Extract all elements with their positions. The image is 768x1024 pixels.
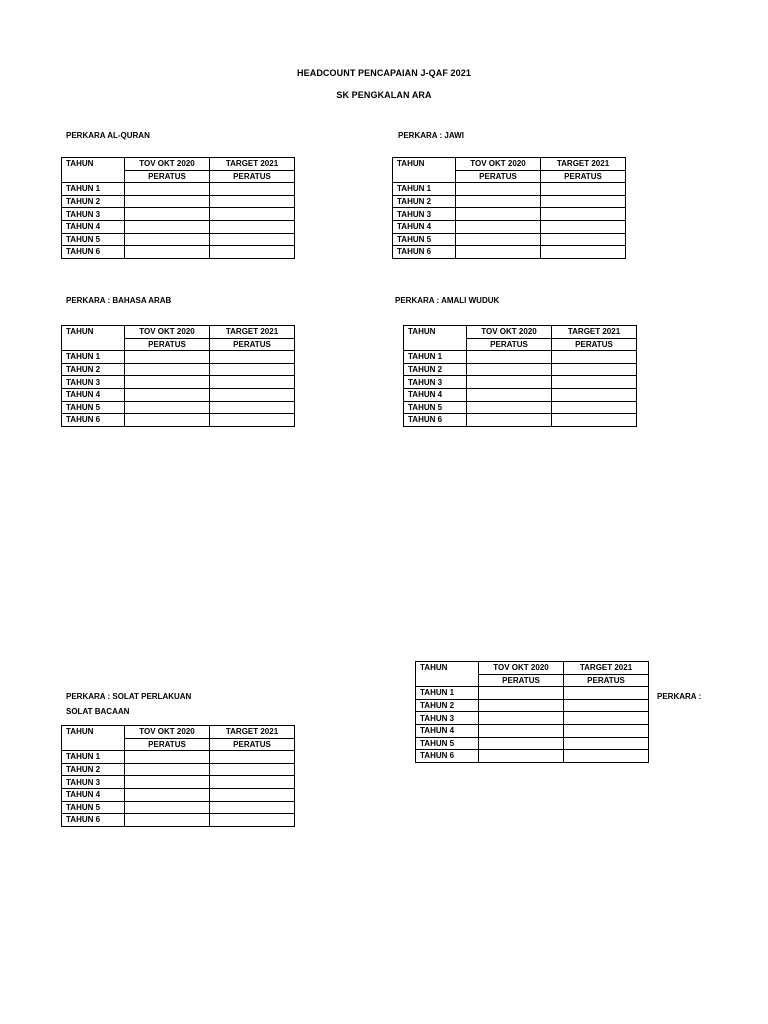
- table-alquran: [61, 157, 295, 259]
- table-row: [62, 388, 295, 401]
- header-tov: TOV OKT 2020: [125, 726, 210, 739]
- header-tov: TOV OKT 2020: [125, 158, 210, 171]
- table-header-row: [62, 726, 295, 739]
- target-cell[interactable]: [210, 220, 295, 233]
- row-label: TAHUN 5: [404, 401, 467, 414]
- row-label: TAHUN 1: [62, 751, 125, 764]
- table-subheader-row: [62, 738, 295, 751]
- row-label: TAHUN 4: [62, 388, 125, 401]
- table-subheader-row: [62, 338, 295, 351]
- header-tahun: TAHUN: [62, 326, 125, 339]
- table-row: [404, 414, 637, 427]
- header-tahun-blank: [62, 338, 125, 351]
- table-row: [393, 220, 626, 233]
- tov-cell[interactable]: [125, 246, 210, 259]
- header-tahun-blank: [416, 674, 479, 687]
- target-cell[interactable]: [210, 233, 295, 246]
- tov-cell[interactable]: [125, 183, 210, 196]
- header-peratus-tov: PERATUS: [467, 338, 552, 351]
- target-cell[interactable]: [210, 751, 295, 764]
- document-title: HEADCOUNT PENCAPAIAN J-QAF 2021: [297, 68, 471, 78]
- table-header-row: [404, 326, 637, 339]
- target-cell[interactable]: [541, 208, 626, 221]
- target-cell[interactable]: [210, 363, 295, 376]
- table-row: [62, 763, 295, 776]
- header-tahun: TAHUN: [62, 158, 125, 171]
- section-label-jawi: PERKARA : JAWI: [398, 131, 464, 140]
- target-cell[interactable]: [210, 351, 295, 364]
- table-row: [62, 376, 295, 389]
- header-tov: TOV OKT 2020: [456, 158, 541, 171]
- row-label: TAHUN 3: [62, 208, 125, 221]
- row-label: TAHUN 5: [393, 233, 456, 246]
- header-target: TARGET 2021: [541, 158, 626, 171]
- table-row: [62, 814, 295, 827]
- tov-cell[interactable]: [125, 351, 210, 364]
- header-tahun-blank: [404, 338, 467, 351]
- table-row: [416, 750, 649, 763]
- target-cell[interactable]: [541, 195, 626, 208]
- tov-cell[interactable]: [125, 401, 210, 414]
- row-label: TAHUN 4: [393, 220, 456, 233]
- tov-cell[interactable]: [125, 388, 210, 401]
- tov-cell[interactable]: [125, 208, 210, 221]
- section-label-alquran: PERKARA AL-QURAN: [66, 131, 150, 140]
- table-subheader-row: [416, 674, 649, 687]
- header-peratus-tov: PERATUS: [125, 338, 210, 351]
- tov-cell[interactable]: [125, 363, 210, 376]
- tov-cell[interactable]: [125, 414, 210, 427]
- header-peratus-tov: PERATUS: [125, 738, 210, 751]
- tov-cell[interactable]: [125, 233, 210, 246]
- header-peratus-target: PERATUS: [210, 738, 295, 751]
- header-tahun: TAHUN: [393, 158, 456, 171]
- table-jawi: [392, 157, 626, 259]
- table-header-row: [62, 158, 295, 171]
- header-peratus-target: PERATUS: [564, 674, 649, 687]
- row-label: TAHUN 2: [416, 699, 479, 712]
- table-header-row: [416, 662, 649, 675]
- tov-cell[interactable]: [467, 414, 552, 427]
- tov-cell[interactable]: [125, 751, 210, 764]
- section-sublabel-solat-bacaan: SOLAT BACAAN: [66, 707, 130, 716]
- target-cell[interactable]: [552, 363, 637, 376]
- table-row: [62, 788, 295, 801]
- section-label-blank: PERKARA :: [657, 692, 702, 701]
- header-tov: TOV OKT 2020: [125, 326, 210, 339]
- row-label: TAHUN 3: [404, 376, 467, 389]
- header-target: TARGET 2021: [564, 662, 649, 675]
- row-label: TAHUN 4: [404, 388, 467, 401]
- tov-cell[interactable]: [479, 737, 564, 750]
- table-row: [416, 724, 649, 737]
- header-tov: TOV OKT 2020: [479, 662, 564, 675]
- table-row: [62, 208, 295, 221]
- table-subheader-row: [404, 338, 637, 351]
- table-row: [62, 363, 295, 376]
- table-row: [404, 363, 637, 376]
- tov-cell[interactable]: [125, 788, 210, 801]
- row-label: TAHUN 5: [62, 401, 125, 414]
- header-target: TARGET 2021: [210, 158, 295, 171]
- row-label: TAHUN 1: [62, 351, 125, 364]
- row-label: TAHUN 6: [416, 750, 479, 763]
- table-row: [416, 712, 649, 725]
- tov-cell[interactable]: [456, 183, 541, 196]
- table-row: [416, 699, 649, 712]
- school-name: SK PENGKALAN ARA: [336, 90, 432, 100]
- table-row: [393, 246, 626, 259]
- header-tahun: TAHUN: [404, 326, 467, 339]
- section-label-bahasa-arab: PERKARA : BAHASA ARAB: [66, 296, 172, 305]
- table-row: [393, 233, 626, 246]
- row-label: TAHUN 3: [62, 776, 125, 789]
- target-cell[interactable]: [210, 208, 295, 221]
- header-tahun: TAHUN: [416, 662, 479, 675]
- table-row: [404, 388, 637, 401]
- table-row: [62, 351, 295, 364]
- row-label: TAHUN 6: [62, 814, 125, 827]
- table-row: [416, 737, 649, 750]
- tov-cell[interactable]: [467, 401, 552, 414]
- table-row: [62, 801, 295, 814]
- tov-cell[interactable]: [125, 776, 210, 789]
- row-label: TAHUN 2: [62, 363, 125, 376]
- table-row: [404, 401, 637, 414]
- header-peratus-target: PERATUS: [210, 338, 295, 351]
- table-subheader-row: [393, 170, 626, 183]
- table-header-row: [62, 326, 295, 339]
- section-label-amali-wuduk: PERKARA : AMALI WUDUK: [395, 296, 500, 305]
- table-blank: [415, 661, 649, 763]
- header-target: TARGET 2021: [552, 326, 637, 339]
- row-label: TAHUN 4: [62, 788, 125, 801]
- row-label: TAHUN 2: [404, 363, 467, 376]
- table-row: [62, 233, 295, 246]
- header-peratus-target: PERATUS: [541, 170, 626, 183]
- header-peratus-tov: PERATUS: [456, 170, 541, 183]
- tov-cell[interactable]: [125, 376, 210, 389]
- target-cell[interactable]: [552, 351, 637, 364]
- table-row: [393, 183, 626, 196]
- table-row: [416, 687, 649, 700]
- target-cell[interactable]: [210, 183, 295, 196]
- target-cell[interactable]: [541, 183, 626, 196]
- table-row: [62, 776, 295, 789]
- table-row: [393, 208, 626, 221]
- row-label: TAHUN 4: [416, 724, 479, 737]
- tov-cell[interactable]: [456, 246, 541, 259]
- table-row: [62, 220, 295, 233]
- row-label: TAHUN 2: [62, 763, 125, 776]
- table-amali-wuduk: [403, 325, 637, 427]
- target-cell[interactable]: [210, 776, 295, 789]
- tov-cell[interactable]: [479, 712, 564, 725]
- row-label: TAHUN 6: [62, 414, 125, 427]
- table-row: [62, 751, 295, 764]
- tov-cell[interactable]: [467, 351, 552, 364]
- row-label: TAHUN 2: [62, 195, 125, 208]
- tov-cell[interactable]: [456, 220, 541, 233]
- header-tahun-blank: [62, 170, 125, 183]
- header-tahun-blank: [62, 738, 125, 751]
- header-tahun: TAHUN: [62, 726, 125, 739]
- tov-cell[interactable]: [125, 763, 210, 776]
- target-cell[interactable]: [541, 233, 626, 246]
- table-row: [404, 376, 637, 389]
- header-peratus-target: PERATUS: [552, 338, 637, 351]
- table-row: [62, 195, 295, 208]
- target-cell[interactable]: [210, 414, 295, 427]
- target-cell[interactable]: [564, 699, 649, 712]
- target-cell[interactable]: [552, 414, 637, 427]
- header-tahun-blank: [393, 170, 456, 183]
- row-label: TAHUN 5: [62, 233, 125, 246]
- target-cell[interactable]: [541, 246, 626, 259]
- row-label: TAHUN 1: [416, 687, 479, 700]
- tov-cell[interactable]: [479, 687, 564, 700]
- row-label: TAHUN 1: [393, 183, 456, 196]
- header-tov: TOV OKT 2020: [467, 326, 552, 339]
- table-row: [62, 401, 295, 414]
- target-cell[interactable]: [210, 195, 295, 208]
- tov-cell[interactable]: [125, 814, 210, 827]
- row-label: TAHUN 6: [393, 246, 456, 259]
- target-cell[interactable]: [552, 388, 637, 401]
- target-cell[interactable]: [564, 687, 649, 700]
- tov-cell[interactable]: [467, 388, 552, 401]
- row-label: TAHUN 6: [62, 246, 125, 259]
- row-label: TAHUN 1: [404, 351, 467, 364]
- row-label: TAHUN 1: [62, 183, 125, 196]
- tov-cell[interactable]: [125, 220, 210, 233]
- tov-cell[interactable]: [467, 376, 552, 389]
- target-cell[interactable]: [541, 220, 626, 233]
- tov-cell[interactable]: [125, 801, 210, 814]
- header-peratus-tov: PERATUS: [125, 170, 210, 183]
- header-target: TARGET 2021: [210, 726, 295, 739]
- target-cell[interactable]: [210, 376, 295, 389]
- table-subheader-row: [62, 170, 295, 183]
- target-cell[interactable]: [210, 246, 295, 259]
- header-peratus-tov: PERATUS: [479, 674, 564, 687]
- target-cell[interactable]: [564, 712, 649, 725]
- tov-cell[interactable]: [125, 195, 210, 208]
- target-cell[interactable]: [552, 376, 637, 389]
- target-cell[interactable]: [210, 401, 295, 414]
- row-label: TAHUN 2: [393, 195, 456, 208]
- row-label: TAHUN 5: [62, 801, 125, 814]
- target-cell[interactable]: [210, 788, 295, 801]
- target-cell[interactable]: [210, 801, 295, 814]
- tov-cell[interactable]: [456, 195, 541, 208]
- table-row: [404, 351, 637, 364]
- target-cell[interactable]: [210, 388, 295, 401]
- header-peratus-target: PERATUS: [210, 170, 295, 183]
- row-label: TAHUN 3: [62, 376, 125, 389]
- table-row: [62, 414, 295, 427]
- target-cell[interactable]: [210, 763, 295, 776]
- table-solat: [61, 725, 295, 827]
- target-cell[interactable]: [564, 737, 649, 750]
- target-cell[interactable]: [564, 750, 649, 763]
- table-row: [62, 183, 295, 196]
- target-cell[interactable]: [210, 814, 295, 827]
- section-label-solat: PERKARA : SOLAT PERLAKUAN: [66, 692, 192, 701]
- target-cell[interactable]: [564, 724, 649, 737]
- header-target: TARGET 2021: [210, 326, 295, 339]
- table-row: [62, 246, 295, 259]
- row-label: TAHUN 5: [416, 737, 479, 750]
- table-row: [393, 195, 626, 208]
- tov-cell[interactable]: [456, 208, 541, 221]
- row-label: TAHUN 3: [393, 208, 456, 221]
- tov-cell[interactable]: [479, 724, 564, 737]
- row-label: TAHUN 4: [62, 220, 125, 233]
- row-label: TAHUN 3: [416, 712, 479, 725]
- table-bahasa-arab: [61, 325, 295, 427]
- tov-cell[interactable]: [479, 699, 564, 712]
- tov-cell[interactable]: [479, 750, 564, 763]
- tov-cell[interactable]: [467, 363, 552, 376]
- row-label: TAHUN 6: [404, 414, 467, 427]
- target-cell[interactable]: [552, 401, 637, 414]
- tov-cell[interactable]: [456, 233, 541, 246]
- table-header-row: [393, 158, 626, 171]
